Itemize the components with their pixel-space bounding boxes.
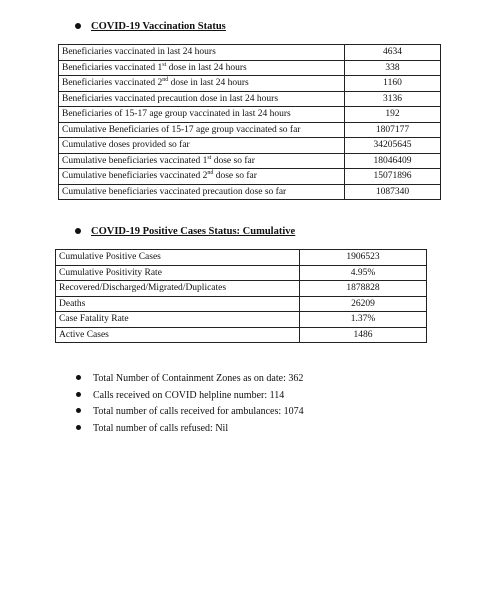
row-label (59, 184, 345, 200)
row-label-text: Beneficiaries vaccinated in last 24 hours (62, 47, 216, 58)
row-label-text: dose in last 24 hours (166, 62, 247, 73)
row-value: 1087340 (345, 184, 441, 200)
table-row (59, 153, 441, 169)
table-row (59, 138, 441, 154)
list-item (76, 371, 304, 388)
row-value: 18046409 (345, 153, 441, 169)
row-label (59, 138, 345, 154)
table-row (56, 281, 427, 297)
summary-list (76, 371, 304, 437)
positive-cases-heading (75, 226, 295, 237)
ordinal-suffix: nd (207, 170, 214, 177)
row-label (59, 122, 345, 138)
row-label-text: dose in last 24 hours (168, 78, 249, 89)
bullet-icon (75, 228, 81, 234)
row-label-text: dose so far (211, 155, 255, 166)
row-label-text: Cumulative beneficiaries vaccinated 1 (62, 155, 208, 166)
row-value: 4634 (345, 45, 441, 61)
table-row (56, 250, 427, 266)
row-value: 1878828 (300, 281, 427, 297)
row-label-text: Cumulative doses provided so far (62, 140, 190, 151)
row-value: 4.95% (300, 265, 427, 281)
list-item-text: Total Number of Containment Zones as on date: 362 (93, 373, 304, 384)
table-row (59, 76, 441, 92)
ordinal-suffix: st (162, 61, 167, 68)
row-label (59, 76, 345, 92)
table-row (59, 60, 441, 76)
row-value: 34205645 (345, 138, 441, 154)
row-label (59, 60, 345, 76)
vaccination-heading (75, 21, 226, 32)
list-item (76, 388, 304, 405)
row-label-text: Beneficiaries vaccinated 1 (62, 62, 163, 73)
row-label-text: Cumulative beneficiaries vaccinated 2 (62, 171, 208, 182)
row-label-text: Cumulative Beneficiaries of 15-17 age group vaccinated so far (62, 124, 301, 135)
row-label: Recovered/Discharged/Migrated/Duplicates (56, 281, 300, 297)
bullet-icon (76, 425, 81, 430)
table-row (59, 122, 441, 138)
row-label (59, 153, 345, 169)
row-label (59, 169, 345, 185)
table-row (56, 327, 427, 343)
row-value: 26209 (300, 296, 427, 312)
list-item-text: Total number of calls received for ambulances: 1074 (93, 406, 304, 417)
row-value: 1807177 (345, 122, 441, 138)
table-row (59, 107, 441, 123)
list-item (76, 404, 304, 421)
table-row (59, 91, 441, 107)
row-value: 15071896 (345, 169, 441, 185)
row-label-text: Beneficiaries of 15-17 age group vaccinated in last 24 hours (62, 109, 291, 120)
list-item-text: Calls received on COVID helpline number: 114 (93, 389, 285, 401)
row-label: Cumulative Positivity Rate (56, 265, 300, 281)
table-row (56, 312, 427, 328)
positive-cases-table (55, 249, 427, 343)
row-label-text: Beneficiaries vaccinated precaution dose in last 24 hours (62, 93, 279, 104)
row-value: 1.37% (300, 312, 427, 328)
row-value: 3136 (345, 91, 441, 107)
row-value: 1906523 (300, 250, 427, 266)
row-value: 1160 (345, 76, 441, 92)
row-label (59, 45, 345, 61)
bullet-icon (76, 392, 81, 397)
row-label-text: Beneficiaries vaccinated 2 (62, 78, 163, 89)
table-row (56, 296, 427, 312)
bullet-icon (76, 375, 81, 380)
table-row (59, 184, 441, 200)
row-label (59, 107, 345, 123)
row-value: 1486 (300, 327, 427, 343)
list-item-text: Total number of calls refused: Nil (93, 422, 229, 434)
table-row (59, 169, 441, 185)
row-value: 192 (345, 107, 441, 123)
row-label-text: Cumulative beneficiaries vaccinated precaution dose so far (62, 186, 287, 197)
vaccination-heading-text: COVID-19 Vaccination Status (91, 21, 226, 32)
row-label: Deaths (56, 296, 300, 312)
row-label: Active Cases (56, 327, 300, 343)
list-item (76, 421, 304, 438)
row-label: Cumulative Positive Cases (56, 250, 300, 266)
row-label-text: dose so far (213, 171, 257, 182)
bullet-icon (76, 408, 81, 413)
row-label: Case Fatality Rate (56, 312, 300, 328)
bullet-icon (75, 23, 81, 29)
table-row (56, 265, 427, 281)
positive-cases-heading-text: COVID-19 Positive Cases Status: Cumulative (91, 226, 296, 237)
row-label (59, 91, 345, 107)
table-row (59, 45, 441, 61)
vaccination-table (58, 44, 441, 200)
row-value: 338 (345, 60, 441, 76)
ordinal-suffix: st (207, 154, 212, 161)
ordinal-suffix: nd (162, 77, 169, 84)
